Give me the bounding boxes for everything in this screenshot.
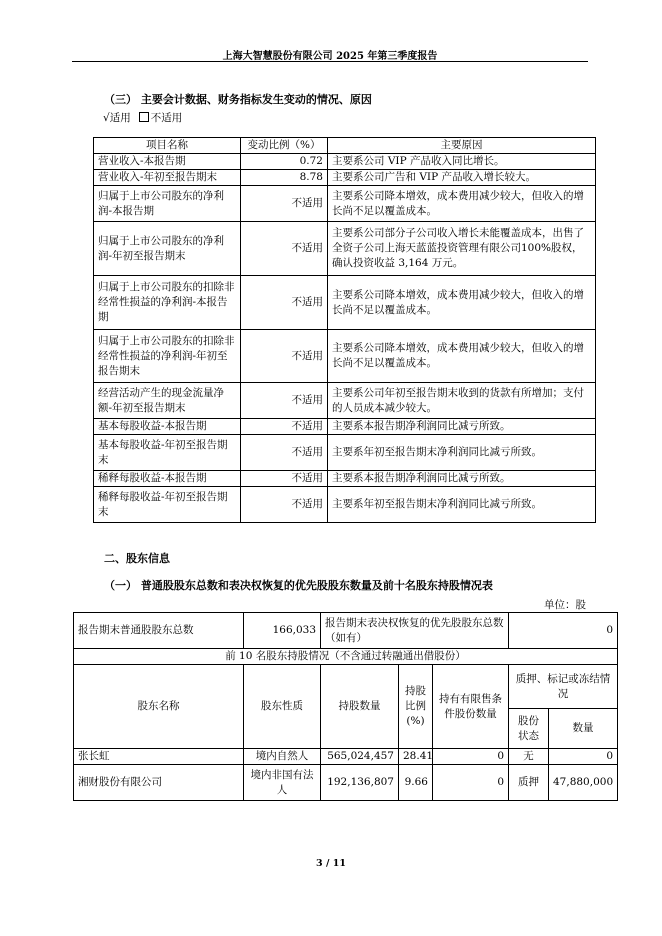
reason-cell: 主要系公司部分子公司收入增长未能覆盖成本，出售了全资子公司上海天蓝蓝投资管理有限公司100%股权，确认投资收益 3,164 万元。 [328, 222, 596, 276]
reason-cell: 主要系公司 VIP 产品收入同比增长。 [328, 154, 596, 170]
total-label: 报告期末普通股股东总数 [74, 613, 244, 649]
reason-cell: 主要系年初至报告期末净利润同比减亏所致。 [328, 435, 596, 471]
ratio-cell: 不适用 [241, 330, 328, 383]
shareholder-quantity: 47,880,000 [549, 765, 618, 801]
header-divider [72, 61, 588, 62]
table-row [94, 276, 596, 330]
preferred-label: 报告期末表决权恢复的优先股股东总数（如有） [321, 613, 509, 649]
header-item: 项目名称 [94, 138, 241, 154]
reason-cell: 主要系公司年初至报告期末收到的货款有所增加；支付的人员成本减少较大。 [328, 383, 596, 419]
shareholder-restricted: 0 [433, 749, 509, 765]
col-status: 股份状态 [509, 709, 549, 749]
col-restricted: 持有有限售条件股份数量 [433, 665, 509, 749]
ratio-cell: 不适用 [241, 222, 328, 276]
shareholder-status: 质押 [509, 765, 549, 801]
top10-title: 前 10 名股东持股情况（不含通过转融通出借股份） [74, 649, 618, 665]
table-row [94, 435, 596, 471]
table-row [74, 765, 618, 801]
shareholder-name: 张长虹 [74, 749, 244, 765]
shareholder-ratio: 9.66 [399, 765, 433, 801]
total-value: 166,033 [244, 613, 321, 649]
table-row [94, 487, 596, 523]
shareholder-restricted: 0 [433, 765, 509, 801]
col-quantity: 数量 [549, 709, 618, 749]
col-shares: 持股数量 [321, 665, 399, 749]
ratio-cell: 不适用 [241, 383, 328, 419]
reason-cell: 主要系公司降本增效，成本费用减少较大，但收入的增长尚不足以覆盖成本。 [328, 276, 596, 330]
ratio-cell: 不适用 [241, 419, 328, 435]
subsection-title-shareholders: （一） 普通股股东总数和表决权恢复的优先股股东数量及前十名股东持股情况表 [104, 579, 493, 592]
shareholder-nature: 境内非国有法人 [244, 765, 321, 801]
col-nature: 股东性质 [244, 665, 321, 749]
item-cell: 归属于上市公司股东的扣除非经常性损益的净利润-年初至报告期末 [94, 330, 241, 383]
table-row [94, 419, 596, 435]
total-row [74, 613, 618, 649]
applicable-label: 适用 [109, 112, 131, 124]
col-ratio: 持股比例(%) [399, 665, 433, 749]
reason-cell: 主要系本报告期净利润同比减亏所致。 [328, 471, 596, 487]
table-row [94, 154, 596, 170]
item-cell: 营业收入-本报告期 [94, 154, 241, 170]
section-title-shareholders: 二、股东信息 [104, 552, 170, 565]
item-cell: 营业收入-年初至报告期末 [94, 170, 241, 186]
preferred-value: 0 [509, 613, 618, 649]
shareholder-status: 无 [509, 749, 549, 765]
reason-cell: 主要系年初至报告期末净利润同比减亏所致。 [328, 487, 596, 523]
item-cell: 经营活动产生的现金流量净额-年初至报告期末 [94, 383, 241, 419]
table-row [74, 749, 618, 765]
not-applicable-label: 不适用 [150, 112, 183, 124]
item-cell: 稀释每股收益-年初至报告期末 [94, 487, 241, 523]
shareholder-name: 湘财股份有限公司 [74, 765, 244, 801]
item-cell: 基本每股收益-年初至报告期末 [94, 435, 241, 471]
ratio-cell: 不适用 [241, 435, 328, 471]
unit-label: 单位：股 [544, 599, 586, 611]
ratio-cell: 8.78 [241, 170, 328, 186]
table-row [94, 330, 596, 383]
table-row [94, 186, 596, 222]
shareholder-nature: 境内自然人 [244, 749, 321, 765]
table-row [94, 383, 596, 419]
reason-cell: 主要系公司降本增效，成本费用减少较大，但收入的增长尚不足以覆盖成本。 [328, 330, 596, 383]
header-ratio: 变动比例（%） [241, 138, 328, 154]
table-row [94, 222, 596, 276]
table-header-row [94, 138, 596, 154]
header-reason: 主要原因 [328, 138, 596, 154]
item-cell: 归属于上市公司股东的净利润-年初至报告期末 [94, 222, 241, 276]
item-cell: 稀释每股收益-本报告期 [94, 471, 241, 487]
check-mark-icon: √ [103, 112, 110, 124]
reason-cell: 主要系本报告期净利润同比减亏所致。 [328, 419, 596, 435]
ratio-cell: 不适用 [241, 276, 328, 330]
change-reasons-table [93, 137, 596, 523]
ratio-cell: 0.72 [241, 154, 328, 170]
item-cell: 归属于上市公司股东的净利润-本报告期 [94, 186, 241, 222]
page-number: 3 / 11 [316, 858, 346, 869]
page-header: 上海大智慧股份有限公司 2025 年第三季度报告 [222, 51, 438, 62]
shareholders-table [73, 612, 618, 801]
shareholder-shares: 192,136,807 [321, 765, 399, 801]
col-name: 股东名称 [74, 665, 244, 749]
ratio-cell: 不适用 [241, 471, 328, 487]
shareholder-shares: 565,024,457 [321, 749, 399, 765]
col-pledge: 质押、标记或冻结情况 [509, 665, 618, 709]
section-title-changes: （三） 主要会计数据、财务指标发生变动的情况、原因 [104, 93, 372, 106]
table-row [94, 471, 596, 487]
ratio-cell: 不适用 [241, 487, 328, 523]
shareholder-quantity: 0 [549, 749, 618, 765]
table-row [94, 170, 596, 186]
applicability-row [103, 110, 182, 125]
reason-cell: 主要系公司降本增效，成本费用减少较大，但收入的增长尚不足以覆盖成本。 [328, 186, 596, 222]
reason-cell: 主要系公司广告和 VIP 产品收入增长较大。 [328, 170, 596, 186]
shareholder-ratio: 28.41 [399, 749, 433, 765]
checkbox-icon [139, 112, 149, 122]
ratio-cell: 不适用 [241, 186, 328, 222]
item-cell: 基本每股收益-本报告期 [94, 419, 241, 435]
column-header-row [74, 665, 618, 709]
top10-title-row [74, 649, 618, 665]
item-cell: 归属于上市公司股东的扣除非经常性损益的净利润-本报告期 [94, 276, 241, 330]
